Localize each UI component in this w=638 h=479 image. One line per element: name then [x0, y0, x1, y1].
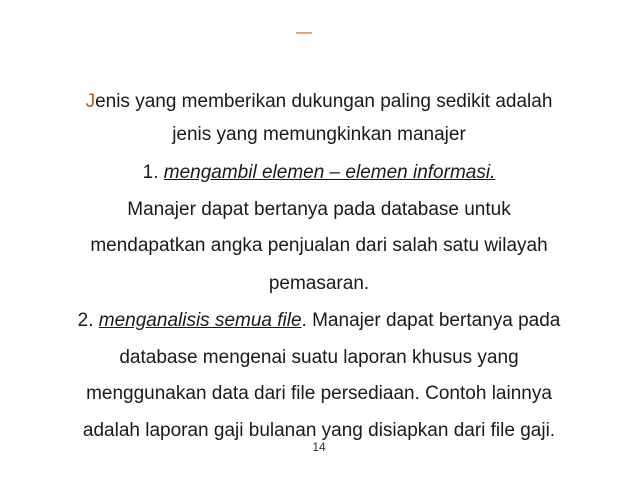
title-mark: — — [296, 24, 312, 41]
body-line-1-text: enis yang memberikan dukungan paling sedikit adalah — [95, 91, 553, 112]
emphasis-text-1: mengambil elemen – elemen informasi. — [163, 162, 496, 183]
page-number: 14 — [312, 440, 326, 454]
list-number-1: 1. — [142, 162, 164, 183]
body-line-3 — [0, 161, 638, 185]
body-line-2: jenis yang memungkinkan manajer — [172, 124, 466, 145]
emphasis-text-2: menganalisis semua file — [98, 310, 302, 331]
body-line-7-text: . Manajer dapat bertanya pada — [301, 310, 561, 331]
first-letter: J — [85, 91, 96, 112]
body-line-7 — [0, 309, 638, 333]
body-line-6: pemasaran. — [268, 273, 370, 294]
body-line-4: Manajer dapat bertanya pada database untuk — [127, 199, 511, 220]
body-line-5: mendapatkan angka penjualan dari salah satu wilayah — [90, 235, 548, 256]
list-number-2: 2. — [77, 310, 99, 331]
body-line-10: adalah laporan gaji bulanan yang disiapkan dari file gaji. — [82, 420, 556, 441]
body-line-1 — [0, 90, 638, 114]
body-line-8: database mengenai suatu laporan khusus yang — [119, 347, 519, 368]
body-line-9: menggunakan data dari file persediaan. Contoh lainnya — [86, 383, 552, 404]
